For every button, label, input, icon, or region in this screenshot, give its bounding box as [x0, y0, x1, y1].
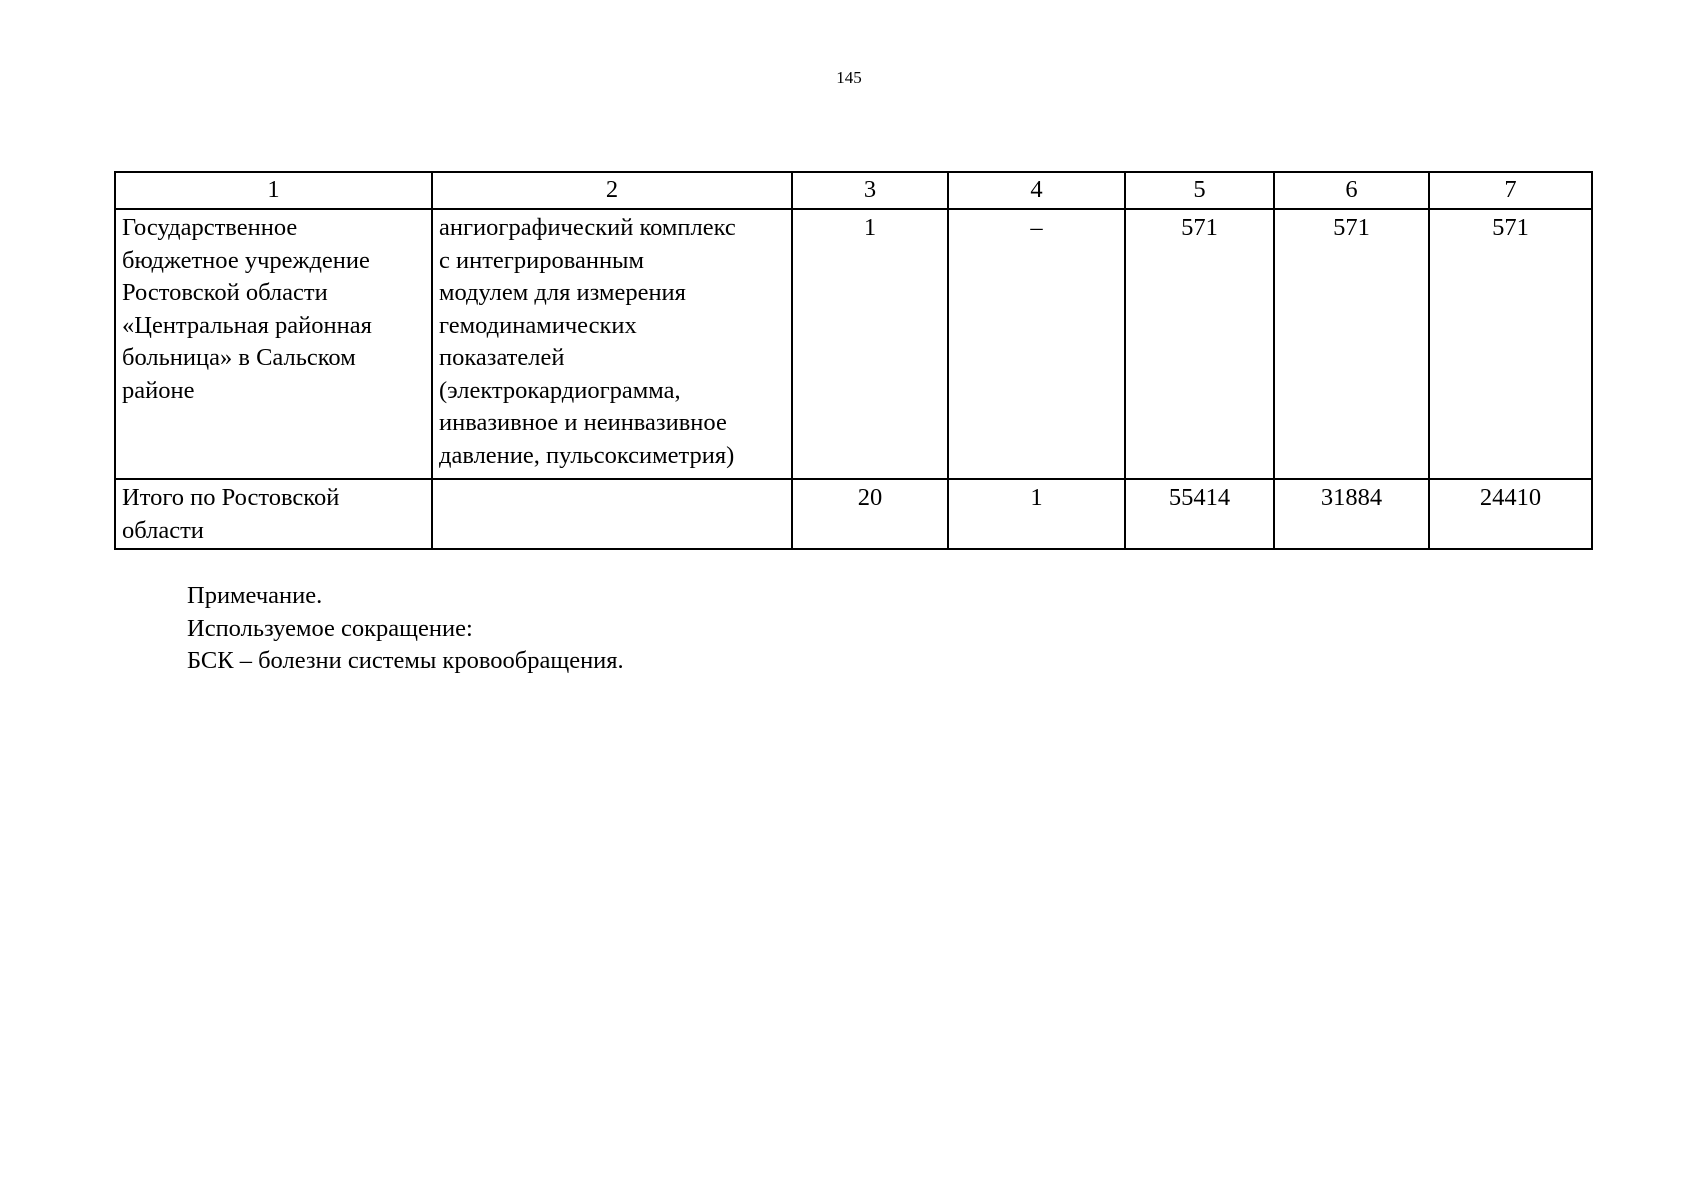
cell-line: (электрокардиограмма, — [439, 376, 681, 404]
cell-line: инвазивное и неинвазивное — [439, 409, 727, 436]
column-header: 1 — [115, 172, 432, 209]
empty-cell — [432, 479, 792, 549]
total-label-cell — [115, 479, 432, 549]
table-cell: 55414 — [1125, 479, 1274, 549]
cell-line: гемодинамических — [439, 311, 637, 339]
table-cell: 20 — [792, 479, 948, 549]
cell-line: районе — [122, 376, 195, 404]
page-number: 145 — [836, 68, 862, 87]
cell-line: области — [122, 516, 204, 544]
cell-line: ангиографический комплекс — [439, 214, 736, 241]
institution-cell — [115, 209, 432, 479]
note-abbreviation: БСК – болезни системы кровообращения. — [187, 647, 624, 674]
cell-line: показателей — [439, 344, 565, 371]
note-section — [187, 580, 624, 678]
table-row — [115, 209, 1592, 479]
equipment-cell — [432, 209, 792, 479]
table-cell: 571 — [1274, 209, 1429, 479]
cell-line: давление, пульсоксиметрия) — [439, 441, 735, 469]
column-header: 3 — [792, 172, 948, 209]
column-header: 2 — [432, 172, 792, 209]
data-table — [114, 171, 1593, 550]
cell-line: Итого по Ростовской — [122, 484, 340, 511]
column-header: 6 — [1274, 172, 1429, 209]
cell-line: больница» в Сальском — [122, 344, 356, 371]
note-title: Примечание. — [187, 582, 323, 609]
column-header: 7 — [1429, 172, 1592, 209]
column-header: 5 — [1125, 172, 1274, 209]
cell-line: бюджетное учреждение — [122, 246, 370, 274]
table-cell: 571 — [1429, 209, 1592, 479]
table-cell: 1 — [792, 209, 948, 479]
table-header-row — [115, 172, 1592, 209]
cell-line: с интегрированным — [439, 246, 645, 274]
table-cell: – — [948, 209, 1125, 479]
table-cell: 31884 — [1274, 479, 1429, 549]
table-cell: 24410 — [1429, 479, 1592, 549]
note-subtitle: Используемое сокращение: — [187, 614, 473, 642]
cell-line: «Центральная районная — [122, 311, 372, 339]
table-cell: 571 — [1125, 209, 1274, 479]
cell-line: Ростовской области — [122, 279, 328, 306]
table-cell: 1 — [948, 479, 1125, 549]
column-header: 4 — [948, 172, 1125, 209]
table-row-total — [115, 479, 1592, 549]
cell-line: модулем для измерения — [439, 279, 686, 306]
cell-line: Государственное — [122, 214, 298, 241]
